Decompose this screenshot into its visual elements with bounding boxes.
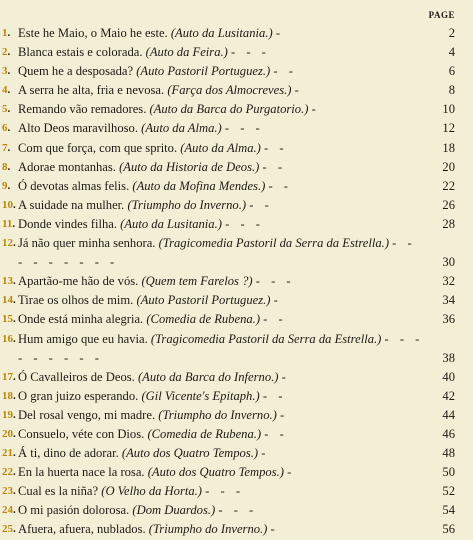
entry-source: (O Velho da Horta.) <box>101 484 202 499</box>
leader-dashes: - <box>281 369 290 384</box>
entry-title: Com que força, com que sprito. <box>18 140 178 155</box>
entry-text <box>18 387 425 406</box>
leader-dashes: - <box>280 407 289 422</box>
entry-page-number: 32 <box>442 274 455 289</box>
entry-page-number: 36 <box>442 312 455 327</box>
entry-number: 16 . <box>0 330 19 349</box>
entry-source: (Tragicomedia Pastoril da Serra da Estrella.) <box>158 236 390 251</box>
entry-source: (Auto da Mofina Mendes.) <box>132 178 266 193</box>
entry-number: 5 . <box>0 100 19 119</box>
entry-number: 3 . <box>0 62 19 81</box>
leader-dashes: - - - <box>225 216 264 231</box>
entry-source: (Auto da Alma.) <box>141 121 222 136</box>
leader-dashes: - <box>275 26 285 40</box>
toc-entry <box>0 520 473 539</box>
entry-page-number: 20 <box>442 159 455 174</box>
entry-text <box>18 81 425 100</box>
leader-dashes: - - <box>264 140 288 155</box>
entry-text <box>18 177 425 196</box>
toc-entry <box>0 425 473 444</box>
toc-entry <box>0 406 473 425</box>
entry-source: (Auto da Alma.) <box>180 140 261 155</box>
entry-number: 25 . <box>0 520 19 539</box>
leader-dashes: - <box>270 522 279 537</box>
leader-dashes: - - <box>262 388 287 403</box>
toc-entry <box>0 234 473 272</box>
toc-entry <box>0 177 473 196</box>
entry-page-number: 18 <box>442 140 455 155</box>
entry-page-number: 50 <box>442 465 455 480</box>
entry-source: (Auto da Barca do Purgatorio.) <box>149 102 309 117</box>
entry-number: 14 . <box>0 291 19 310</box>
entry-title: O mi pasión dolorosa. <box>18 503 130 518</box>
entry-source: (Auto Pastoril Portuguez.) <box>136 64 271 79</box>
entry-source: (Gil Vicente's Epitaph.) <box>141 388 260 403</box>
leader-dashes: - - <box>264 426 288 441</box>
entry-number: 24 . <box>0 501 19 520</box>
toc-entry <box>0 330 473 368</box>
entry-text <box>18 24 425 43</box>
entry-source: (Comedia de Rubena.) <box>146 312 261 327</box>
entry-text <box>18 482 425 501</box>
entry-page-number: 48 <box>442 446 455 461</box>
entry-text <box>18 119 425 138</box>
entry-text <box>18 425 425 444</box>
entry-source: (Dom Duardos.) <box>132 503 216 518</box>
entry-text <box>18 520 425 539</box>
entry-text <box>18 291 425 310</box>
toc-entry <box>0 62 473 81</box>
toc-entry <box>0 43 473 62</box>
entry-page-number: 56 <box>442 522 455 537</box>
toc-entry <box>0 310 473 329</box>
entry-number: 18 . <box>0 387 19 406</box>
entry-number: 15 . <box>0 310 19 329</box>
entry-page-number: 54 <box>442 503 455 518</box>
entry-text <box>18 444 425 463</box>
entry-page-number: 8 <box>448 83 455 98</box>
leader-dashes: - - <box>268 178 292 193</box>
leader-dashes: - - - <box>224 121 264 136</box>
entry-source: (Comedia de Rubena.) <box>147 426 262 441</box>
entry-number: 13 . <box>0 272 19 291</box>
entry-source: (Auto dos Quatro Tempos.) <box>121 446 259 461</box>
entry-title: Hum amigo que eu havia. <box>18 331 148 346</box>
entry-title: Blanca estais e colorada. <box>18 45 143 60</box>
entry-title: Ó Cavalleiros de Deos. <box>18 369 135 384</box>
entry-page-number: 46 <box>442 426 455 441</box>
entry-page-number: 22 <box>442 178 455 193</box>
leader-dashes: - - - - - - - - - <box>18 236 416 270</box>
entry-page-number: 28 <box>442 216 455 231</box>
entry-title: O gran juizo esperando. <box>18 388 139 403</box>
entry-page-number: 34 <box>442 293 455 308</box>
entry-source: (Auto da Feira.) <box>145 45 228 60</box>
entry-number: 7 . <box>0 139 19 158</box>
entry-title: Cual es la niña? <box>18 484 99 499</box>
entry-page-number: 40 <box>442 369 455 384</box>
entry-title: Del rosal vengo, mi madre. <box>18 407 156 422</box>
entry-text <box>18 272 425 291</box>
entry-source: (Triumpho do Inverno.) <box>158 407 277 422</box>
toc-entry <box>0 482 473 501</box>
toc-entry <box>0 291 473 310</box>
leader-dashes: - - <box>262 159 287 174</box>
table-of-contents <box>0 24 473 540</box>
entry-text <box>18 158 425 177</box>
entry-source: (Auto da Lusitania.) <box>170 26 273 40</box>
entry-number: 6 . <box>0 119 19 138</box>
entry-title: Á ti, dino de adorar. <box>18 446 119 461</box>
toc-entry <box>0 81 473 100</box>
entry-text <box>18 139 425 158</box>
leader-dashes: - - - <box>231 45 270 60</box>
leader-dashes: - - <box>263 312 287 327</box>
entry-page-number: 6 <box>448 64 455 79</box>
toc-entry <box>0 139 473 158</box>
entry-text <box>18 196 425 215</box>
toc-entry <box>0 368 473 387</box>
entry-text <box>18 43 425 62</box>
entry-title: Já não quer minha senhora. <box>18 236 156 251</box>
entry-number: 10 . <box>0 196 19 215</box>
entry-title: A serra he alta, fria e nevosa. <box>18 83 165 98</box>
entry-title: Afuera, afuera, nublados. <box>18 522 146 537</box>
entry-title: Adorae montanhas. <box>18 159 116 174</box>
entry-text <box>18 310 425 329</box>
entry-page-number: 30 <box>442 255 455 270</box>
leader-dashes: - - <box>273 64 297 79</box>
leader-dashes: - - - - - - - - - <box>18 331 424 365</box>
toc-entry <box>0 24 473 43</box>
entry-title: Este he Maio, o Maio he este. <box>18 26 168 40</box>
toc-entry <box>0 119 473 138</box>
leader-dashes: - - - <box>218 503 258 518</box>
entry-page-number: 42 <box>442 388 455 403</box>
entry-source: (Auto da Historia de Deos.) <box>119 159 260 174</box>
entry-number: 21 . <box>0 444 19 463</box>
entry-source: (Auto Pastoril Portuguez.) <box>136 293 271 308</box>
entry-title: Ó devotas almas felis. <box>18 178 130 193</box>
toc-entry <box>0 387 473 406</box>
entry-number: 23 . <box>0 482 19 501</box>
entry-text <box>18 62 425 81</box>
leader-dashes: - <box>287 465 296 480</box>
entry-title: En la huerta nace la rosa. <box>18 465 145 480</box>
page-column-header: PAGE <box>428 10 455 20</box>
entry-text <box>18 406 425 425</box>
toc-entry <box>0 215 473 234</box>
entry-source: (Quem tem Farelos ?) <box>141 274 253 289</box>
entry-number: 9 . <box>0 177 19 196</box>
entry-text <box>18 234 425 272</box>
entry-source: (Auto dos Quatro Tempos.) <box>147 465 284 480</box>
entry-title: Consuelo, véte con Dios. <box>18 426 145 441</box>
entry-title: Apartão-me hão de vós. <box>18 274 139 289</box>
entry-title: Donde vindes filha. <box>18 216 117 231</box>
entry-source: (Auto da Barca do Inferno.) <box>137 369 279 384</box>
toc-entry <box>0 196 473 215</box>
toc-entry <box>0 272 473 291</box>
entry-text <box>18 368 425 387</box>
toc-entry <box>0 158 473 177</box>
entry-page-number: 26 <box>442 197 455 212</box>
entry-source: (Tragicomedia Pastoril da Serra da Estrella.) <box>150 331 382 346</box>
leader-dashes: - <box>311 102 320 117</box>
leader-dashes: - - - <box>255 274 295 289</box>
entry-page-number: 44 <box>442 407 455 422</box>
toc-entry <box>0 100 473 119</box>
entry-page-number: 2 <box>448 26 455 40</box>
entry-text <box>18 215 425 234</box>
toc-entry <box>0 463 473 482</box>
leader-dashes: - <box>294 83 303 98</box>
entry-text <box>18 501 425 520</box>
entry-number: 2 . <box>0 43 19 62</box>
entry-title: Alto Deos maravilhoso. <box>18 121 138 136</box>
entry-number: 20 . <box>0 425 19 444</box>
entry-page-number: 52 <box>442 484 455 499</box>
entry-source: (Auto da Lusitania.) <box>120 216 222 231</box>
entry-number: 19 . <box>0 406 19 425</box>
entry-source: (Triumpho do Inverno.) <box>127 197 247 212</box>
entry-number: 22 . <box>0 463 19 482</box>
leader-dashes: - - <box>249 197 273 212</box>
entry-number: 8 . <box>0 158 19 177</box>
entry-text <box>18 330 425 368</box>
toc-entry <box>0 444 473 463</box>
entry-number: 4 . <box>0 81 19 100</box>
leader-dashes: - - - <box>205 484 245 499</box>
entry-page-number: 10 <box>442 102 455 117</box>
entry-source: (Farça dos Almocreves.) <box>167 83 292 98</box>
leader-dashes: - <box>261 446 270 461</box>
toc-entry <box>0 501 473 520</box>
entry-title: Tirae os olhos de mim. <box>18 293 134 308</box>
entry-number: 11 . <box>0 215 19 234</box>
entry-title: Remando vão remadores. <box>18 102 147 117</box>
leader-dashes: - <box>273 293 282 308</box>
entry-page-number: 4 <box>448 45 455 60</box>
entry-text <box>18 100 425 119</box>
entry-number: 17 . <box>0 368 19 387</box>
entry-page-number: 12 <box>442 121 455 136</box>
entry-page-number: 38 <box>442 350 455 365</box>
entry-text <box>18 463 425 482</box>
entry-title: Onde está minha alegria. <box>18 312 144 327</box>
entry-title: Quem he a desposada? <box>18 64 134 79</box>
entry-title: A suidade na mulher. <box>18 197 125 212</box>
entry-source: (Triumpho do Inverno.) <box>148 522 268 537</box>
entry-number: 12 . <box>0 234 19 253</box>
entry-number: 1 . <box>0 24 19 43</box>
